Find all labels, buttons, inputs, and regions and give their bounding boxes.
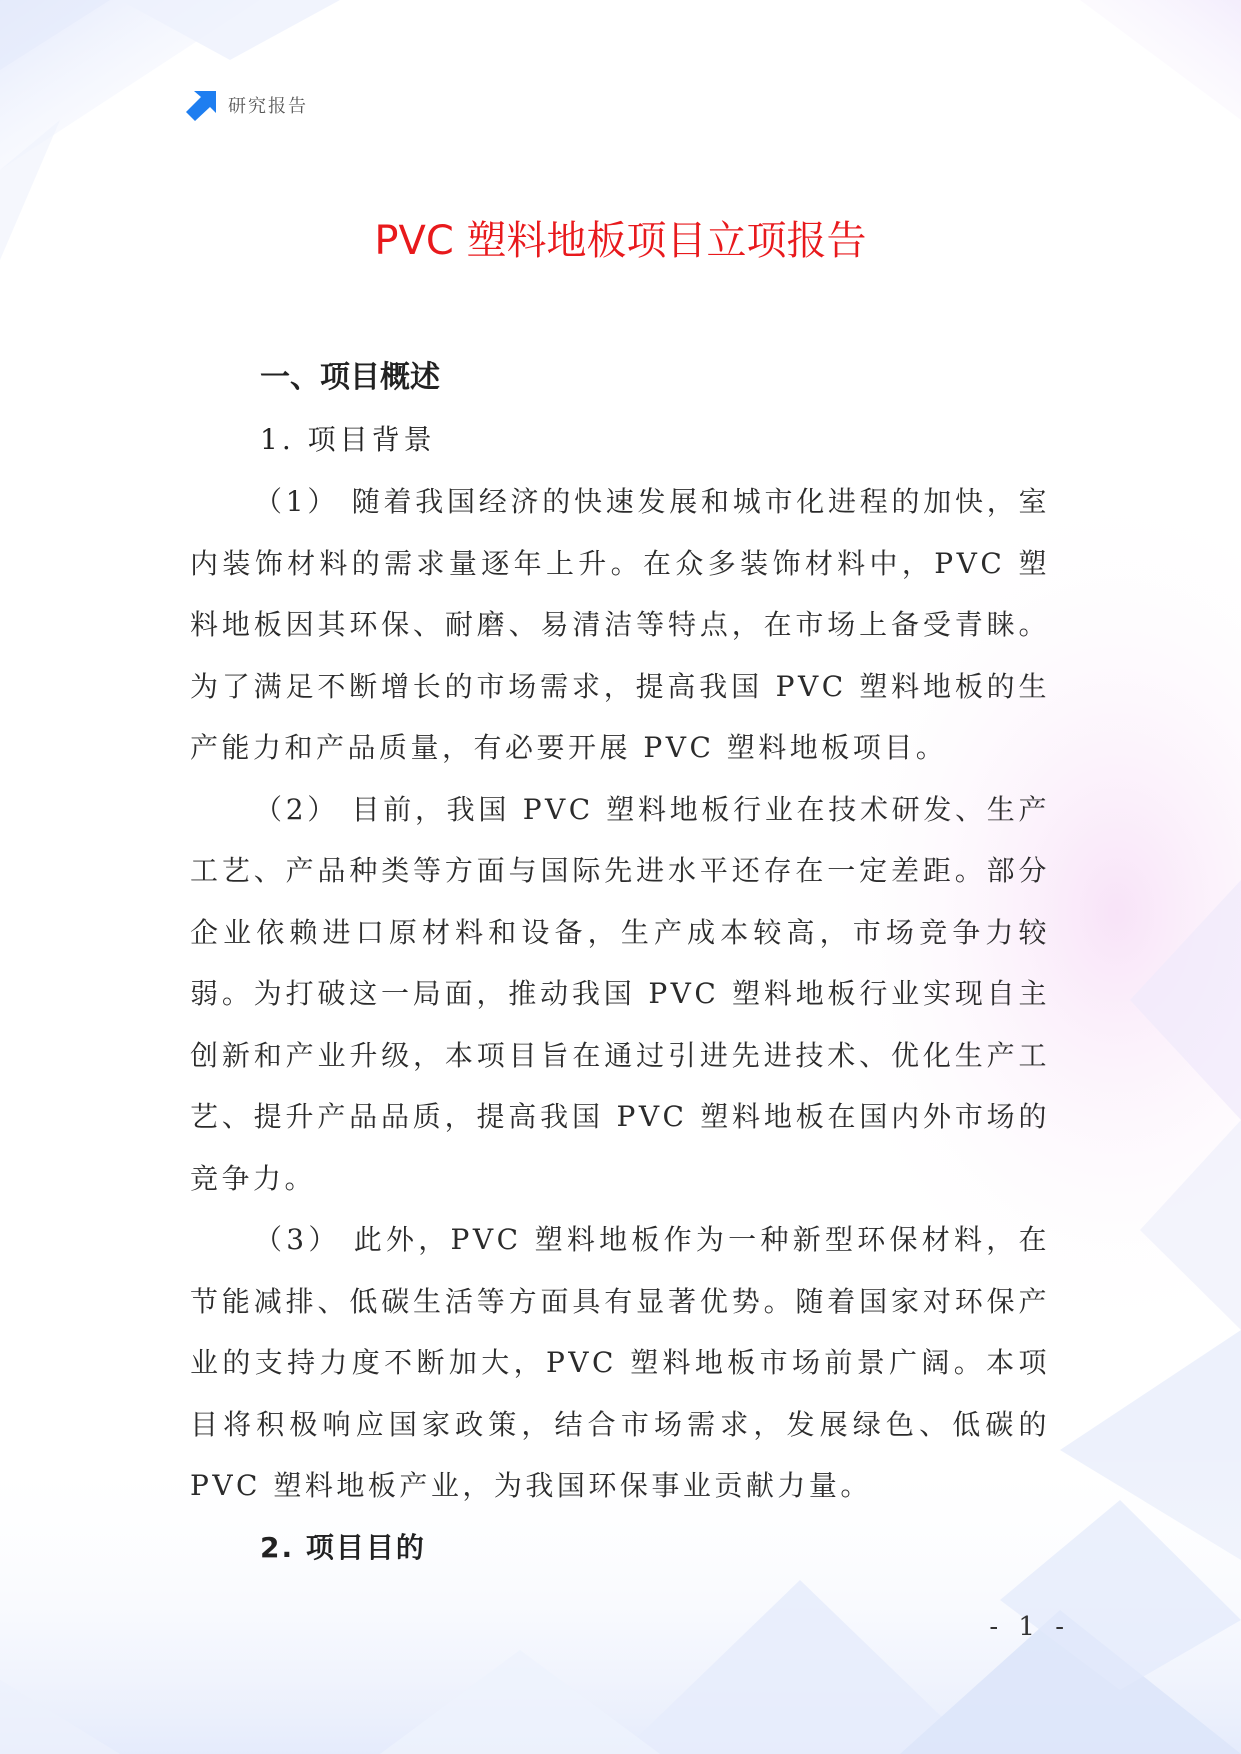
arrow-up-right-icon bbox=[186, 89, 218, 121]
section-heading: 一、项目概述 bbox=[260, 360, 440, 395]
paragraph: （1） 随着我国经济的快速发展和城市化进程的加快，室内装饰材料的需求量逐年上升。在众多装饰材料中，PVC 塑料地板因其环保、耐磨、易清洁等特点，在市场上备受青睐。为了满足不断增长的市场需求，提高我国 PVC 塑料地板的生产能力和产品质量，有必要开展 PVC 塑料地板项目。 bbox=[190, 485, 1050, 764]
document-title: PVC 塑料地板项目立项报告 bbox=[374, 218, 867, 264]
document-body bbox=[190, 347, 1050, 1579]
subsection-heading-purpose: 2. 项目目的 bbox=[260, 1530, 426, 1564]
report-header bbox=[186, 88, 308, 122]
page-number: - 1 - bbox=[989, 1612, 1070, 1642]
subsection-heading-background: 1. 项目背景 bbox=[260, 423, 436, 456]
header-label: 研究报告 bbox=[228, 96, 308, 117]
paragraph: （2） 目前，我国 PVC 塑料地板行业在技术研发、生产工艺、产品种类等方面与国际先进水平还存在一定差距。部分企业依赖进口原材料和设备，生产成本较高，市场竞争力较弱。为打破这一局面，推动我国 PVC 塑料地板行业实现自主创新和产业升级，本项目旨在通过引进先进技术、优化生产工艺、提升产品品质，提高我国 PVC 塑料地板在国内外市场的竞争力。 bbox=[190, 792, 1050, 1195]
paragraph: （3） 此外，PVC 塑料地板作为一种新型环保材料，在节能减排、低碳生活等方面具有显著优势。随着国家对环保产业的支持力度不断加大，PVC 塑料地板市场前景广阔。本项目将积极响应国家政策，结合市场需求，发展绿色、低碳的 PVC 塑料地板产业，为我国环保事业贡献力量。 bbox=[190, 1223, 1050, 1502]
